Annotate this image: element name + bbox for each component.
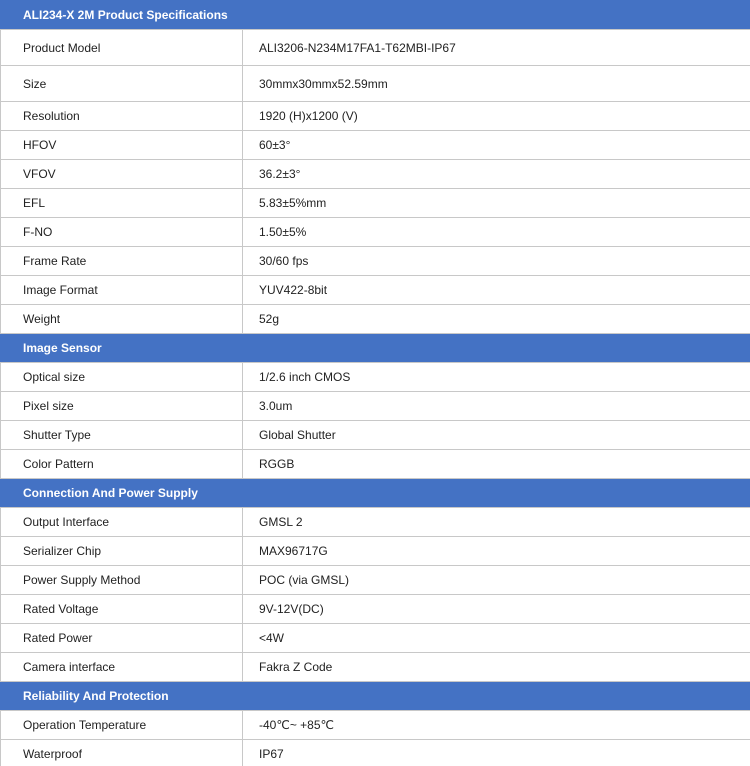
section-header [1,1,750,30]
table-row [1,102,750,131]
spec-label: F-NO [1,218,243,247]
spec-value: 60±3° [243,131,750,160]
spec-label: HFOV [1,131,243,160]
table-row [1,740,750,766]
spec-value: 30mmx30mmx52.59mm [243,66,750,102]
spec-label: Image Format [1,276,243,305]
spec-label: Rated Voltage [1,595,243,624]
section-title: Reliability And Protection [1,682,750,711]
spec-label: Optical size [1,363,243,392]
table-row [1,66,750,102]
spec-label: Operation Temperature [1,711,243,740]
table-row [1,537,750,566]
table-row [1,595,750,624]
table-row [1,305,750,334]
table-row [1,131,750,160]
spec-value: 9V-12V(DC) [243,595,750,624]
table-row [1,624,750,653]
spec-value: Global Shutter [243,421,750,450]
section-header [1,682,750,711]
spec-value: GMSL 2 [243,508,750,537]
table-row [1,218,750,247]
section-header [1,334,750,363]
section-title: Connection And Power Supply [1,479,750,508]
spec-value: RGGB [243,450,750,479]
table-row [1,450,750,479]
spec-value: 5.83±5%mm [243,189,750,218]
spec-label: Waterproof [1,740,243,766]
spec-label: Color Pattern [1,450,243,479]
spec-table-body [1,1,750,766]
spec-label: Rated Power [1,624,243,653]
table-row [1,392,750,421]
table-row [1,189,750,218]
table-row [1,30,750,66]
spec-label: Weight [1,305,243,334]
spec-label: Size [1,66,243,102]
table-row [1,160,750,189]
table-row [1,508,750,537]
spec-label: Product Model [1,30,243,66]
spec-value: 3.0um [243,392,750,421]
spec-label: Serializer Chip [1,537,243,566]
spec-label: Shutter Type [1,421,243,450]
spec-value: POC (via GMSL) [243,566,750,595]
spec-value: 30/60 fps [243,247,750,276]
table-row [1,653,750,682]
spec-label: Frame Rate [1,247,243,276]
table-row [1,276,750,305]
spec-value: 1/2.6 inch CMOS [243,363,750,392]
table-row [1,363,750,392]
spec-label: VFOV [1,160,243,189]
spec-value: 52g [243,305,750,334]
spec-label: Pixel size [1,392,243,421]
spec-label: EFL [1,189,243,218]
spec-value: 36.2±3° [243,160,750,189]
table-row [1,421,750,450]
spec-value: <4W [243,624,750,653]
table-row [1,247,750,276]
spec-label: Resolution [1,102,243,131]
spec-value: Fakra Z Code [243,653,750,682]
section-title: Image Sensor [1,334,750,363]
spec-value: IP67 [243,740,750,766]
spec-value: 1920 (H)x1200 (V) [243,102,750,131]
table-row [1,566,750,595]
spec-value: YUV422-8bit [243,276,750,305]
spec-label: Output Interface [1,508,243,537]
spec-label: Power Supply Method [1,566,243,595]
section-header [1,479,750,508]
spec-label: Camera interface [1,653,243,682]
section-title: ALI234-X 2M Product Specifications [1,1,750,30]
spec-value: MAX96717G [243,537,750,566]
spec-value: -40℃~ +85℃ [243,711,750,740]
spec-value: ALI3206-N234M17FA1-T62MBI-IP67 [243,30,750,66]
spec-value: 1.50±5% [243,218,750,247]
table-row [1,711,750,740]
